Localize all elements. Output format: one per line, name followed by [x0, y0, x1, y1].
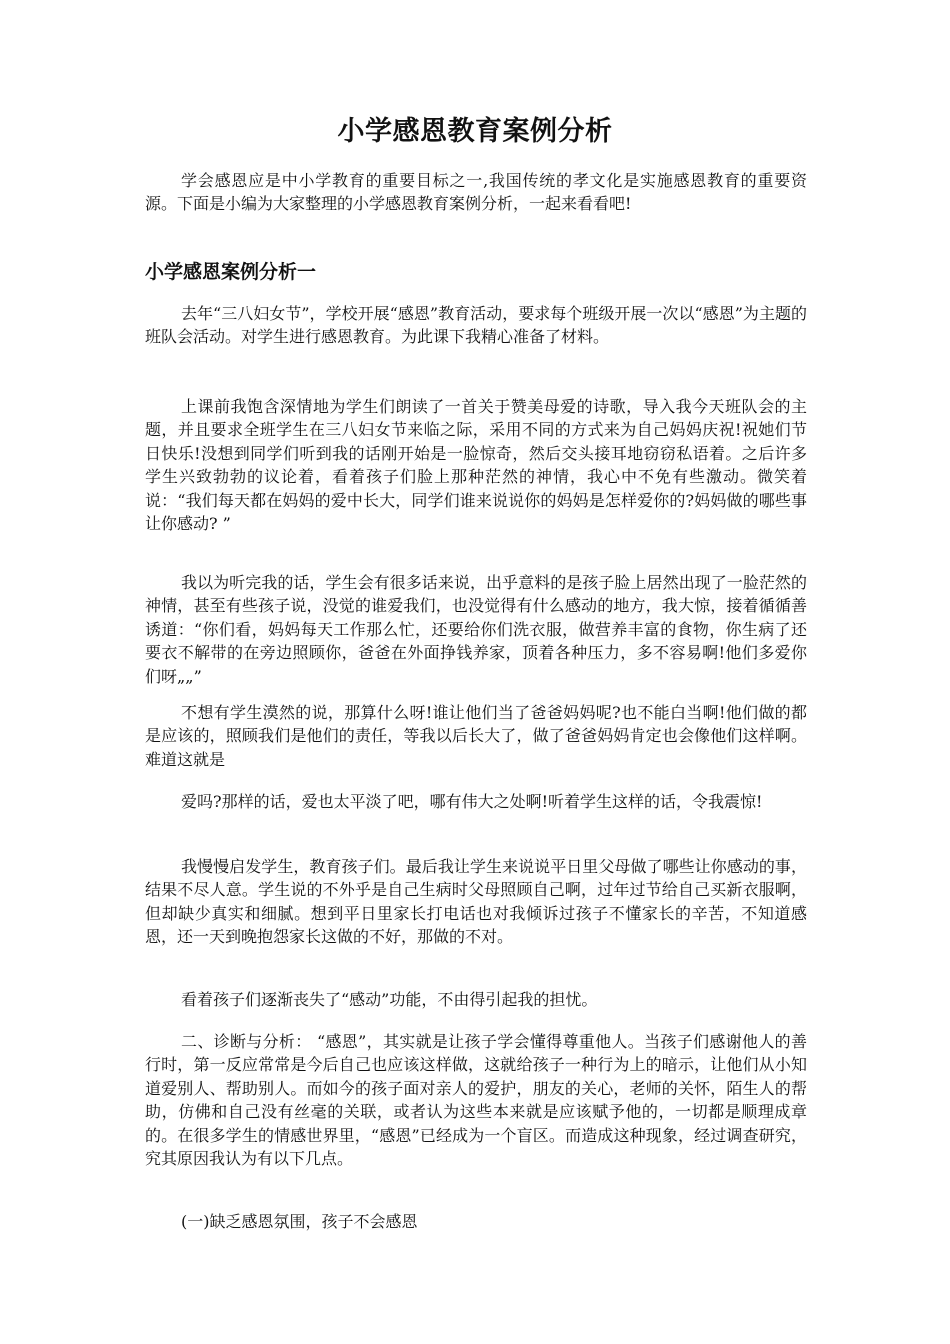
paragraph-3: 我以为听完我的话，学生会有很多话来说，出乎意料的是孩子脸上居然出现了一脸茫然的神情，甚至有些孩子说，没觉的谁爱我们，也没觉得有什么感动的地方，我大惊，接着循循善诱道：“你们看，妈妈每天工作那么忙，还要给你们洗衣服，做营养丰富的食物，你生病了还要衣不解带的在旁边照顾你，爸爸在外面挣钱养家，顶着各种压力，多不容易啊!他们多爱你们呀„„”: [145, 573, 807, 686]
intro-paragraph: 学会感恩应是中小学教育的重要目标之一,我国传统的孝文化是实施感恩教育的重要资源。下面是小编为大家整理的小学感恩教育案例分析，一起来看看吧!: [145, 171, 807, 214]
paragraph-9: (一)缺乏感恩氛围，孩子不会感恩: [181, 1212, 418, 1231]
document-title: 小学感恩教育案例分析: [337, 116, 613, 147]
paragraph-2: 上课前我饱含深情地为学生们朗读了一首关于赞美母爱的诗歌，导入我今天班队会的主题，并且要求全班学生在三八妇女节来临之际，采用不同的方式来为自己妈妈庆祝!祝她们节日快乐!没想到同学们听到我的话刚开始是一脸惊奇，然后交头接耳地窃窃私语着。之后许多学生兴致勃勃的议论着，看着孩子们脸上那种茫然的神情，我心中不免有些激动。微笑着说：“我们每天都在妈妈的爱中长大，同学们谁来说说你的妈妈是怎样爱你的?妈妈做的哪些事让你感动? ”: [145, 397, 807, 534]
paragraph-5: 爱吗?那样的话，爱也太平淡了吧，哪有伟大之处啊!听着学生这样的话，令我震惊!: [181, 792, 763, 811]
paragraph-1: 去年“三八妇女节”，学校开展“感恩”教育活动，要求每个班级开展一次以“感恩”为主题的班队会活动。对学生进行感恩教育。为此课下我精心准备了材料。: [145, 304, 807, 347]
section-heading: 小学感恩案例分析一: [145, 261, 317, 283]
paragraph-4: 不想有学生漠然的说，那算什么呀!谁让他们当了爸爸妈妈呢?也不能白当啊!他们做的都是应该的，照顾我们是他们的责任，等我以后长大了，做了爸爸妈妈肯定也会像他们这样啊。难道这就是: [145, 703, 807, 769]
paragraph-7: 看着孩子们逐渐丧失了“感动”功能，不由得引起我的担忧。: [181, 990, 598, 1009]
paragraph-6: 我慢慢启发学生，教育孩子们。最后我让学生来说说平日里父母做了哪些让你感动的事，结果不尽人意。学生说的不外乎是自己生病时父母照顾自己啊，过年过节给自己买新衣服啊，但却缺少真实和细腻。想到平日里家长打电话也对我倾诉过孩子不懂家长的辛苦，不知道感恩，还一天到晚抱怨家长这做的不好，那做的不对。: [145, 857, 807, 947]
paragraph-8: 二、诊断与分析： “感恩”，其实就是让孩子学会懂得尊重他人。当孩子们感谢他人的善行时，第一反应常常是今后自己也应该这样做，这就给孩子一种行为上的暗示，让他们从小知道爱别人、帮助别人。而如今的孩子面对亲人的爱护，朋友的关心，老师的关怀，陌生人的帮助，仿佛和自己没有丝毫的关联，或者认为这些本来就是应该赋予他的，一切都是顺理成章的。在很多学生的情感世界里，“感恩”已经成为一个盲区。而造成这种现象，经过调查研究，究其原因我认为有以下几点。: [145, 1032, 807, 1169]
